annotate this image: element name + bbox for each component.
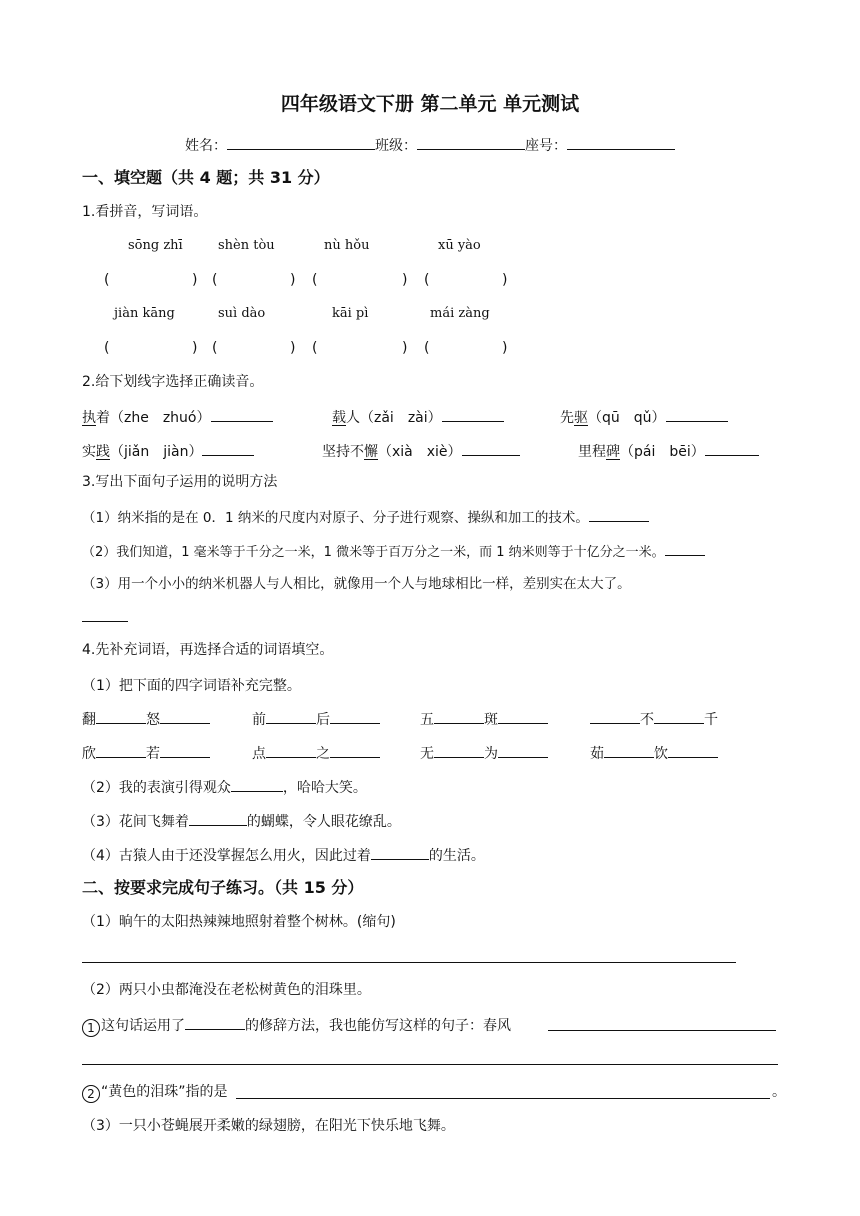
pronunciation-item: 载人（zǎi zài） — [332, 406, 504, 428]
pinyin-7: kāi pì — [332, 306, 369, 321]
answer-paren-close: ) — [502, 272, 508, 288]
q4-sentence-2: （2）我的表演引得观众 ，哈哈大笑。 — [82, 776, 367, 798]
idiom-blank[interactable] — [604, 742, 654, 758]
idiom-blank[interactable] — [96, 708, 146, 724]
pinyin-2: shèn tòu — [218, 238, 275, 253]
student-info-line — [0, 134, 860, 156]
s2-q2-part1: 1 这句话运用了 的修辞方法，我也能仿写这样的句子：春风 — [82, 1014, 511, 1037]
idiom-blank[interactable] — [330, 742, 380, 758]
pronunciation-answer[interactable] — [666, 406, 728, 422]
answer-paren-open: ( — [104, 272, 110, 288]
idiom-blank[interactable] — [654, 708, 704, 724]
pronunciation-item: 实践（jiǎn jiàn） — [82, 440, 254, 462]
fill-blank[interactable] — [185, 1014, 245, 1030]
answer-paren-close: ) — [192, 272, 198, 288]
name-label: 姓名： — [185, 138, 227, 154]
s2-q2-part2: 2 “黄色的泪珠”指的是 — [82, 1082, 228, 1103]
idiom-item: 欣 若 — [82, 742, 210, 764]
idiom-item: 不 千 — [590, 708, 718, 730]
period-mark: 。 — [772, 1084, 786, 1100]
s2-sentence-1: （1）晌午的太阳热辣辣地照射着整个树林。(缩句) — [82, 914, 396, 930]
pinyin-1: sōng zhī — [128, 238, 183, 253]
idiom-blank[interactable] — [266, 708, 316, 724]
q4-sentence-4: （4）古猿人由于还没掌握怎么用火，因此过着 的生活。 — [82, 844, 485, 866]
answer-paren-open: ( — [312, 272, 318, 288]
s2-sentence-2: （2）两只小虫都淹没在老松树黄色的泪珠里。 — [82, 982, 371, 998]
pronunciation-answer[interactable] — [211, 406, 273, 422]
answer-line[interactable] — [548, 1030, 776, 1031]
idiom-item: 翻 怒 — [82, 708, 210, 730]
idiom-blank[interactable] — [96, 742, 146, 758]
idiom-item: 茹 饮 — [590, 742, 718, 764]
q3-stem: 3.写出下面句子运用的说明方法 — [82, 474, 278, 490]
answer-paren-close: ) — [402, 340, 408, 356]
seat-field[interactable] — [567, 134, 675, 150]
fill-blank[interactable] — [189, 810, 247, 826]
idiom-blank[interactable] — [160, 708, 210, 724]
seat-label: 座号： — [525, 138, 567, 154]
answer-paren-close: ) — [402, 272, 408, 288]
q4-sentence-3: （3）花间飞舞着 的蝴蝶，令人眼花缭乱。 — [82, 810, 401, 832]
q3-sentence-2: （2）我们知道，1 毫米等于千分之一米，1 微米等于百万分之一米，而 1 纳米则等于十亿分之一米。 — [82, 540, 705, 563]
idiom-blank[interactable] — [330, 708, 380, 724]
pinyin-6: suì dào — [218, 306, 266, 321]
pronunciation-item: 先驱（qū qǔ） — [560, 406, 728, 428]
pinyin-4: xū yào — [438, 238, 481, 253]
method-answer-3[interactable] — [82, 606, 128, 622]
q3-answer-3-wrap — [82, 606, 128, 628]
answer-paren-open: ( — [212, 272, 218, 288]
answer-paren-close: ) — [502, 340, 508, 356]
answer-paren-close: ) — [290, 340, 296, 356]
fill-blank[interactable] — [231, 776, 283, 792]
pronunciation-item: 执着（zhe zhuó） — [82, 406, 273, 428]
name-field[interactable] — [227, 134, 375, 150]
answer-line[interactable] — [236, 1098, 770, 1099]
idiom-blank[interactable] — [498, 742, 548, 758]
answer-line[interactable] — [82, 1064, 778, 1065]
pinyin-8: mái zàng — [430, 306, 490, 321]
method-answer-2[interactable] — [665, 540, 705, 556]
section-1-heading: 一、填空题（共 4 题；共 31 分） — [82, 168, 330, 187]
pronunciation-item: 里程碑（pái bēi） — [578, 440, 759, 462]
idiom-item: 点 之 — [252, 742, 380, 764]
pronunciation-answer[interactable] — [442, 406, 504, 422]
q2-stem: 2.给下划线字选择正确读音。 — [82, 374, 264, 390]
answer-paren-open: ( — [104, 340, 110, 356]
idiom-blank[interactable] — [498, 708, 548, 724]
page-title: 四年级语文下册 第二单元 单元测试 — [280, 93, 580, 115]
idiom-blank[interactable] — [160, 742, 210, 758]
idiom-blank[interactable] — [434, 708, 484, 724]
circled-number: 1 — [82, 1019, 100, 1037]
answer-paren-open: ( — [312, 340, 318, 356]
q4-stem: 4.先补充词语，再选择合适的词语填空。 — [82, 642, 334, 658]
method-answer-1[interactable] — [589, 506, 649, 522]
idiom-item: 五 斑 — [420, 708, 548, 730]
idiom-blank[interactable] — [590, 708, 640, 724]
pronunciation-answer[interactable] — [462, 440, 520, 456]
pronunciation-answer[interactable] — [705, 440, 759, 456]
pronunciation-item: 坚持不懈（xià xiè） — [322, 440, 520, 462]
answer-paren-close: ) — [290, 272, 296, 288]
answer-paren-open: ( — [212, 340, 218, 356]
q4-sub-1: （1）把下面的四字词语补充完整。 — [82, 678, 301, 694]
fill-blank[interactable] — [371, 844, 429, 860]
answer-paren-open: ( — [424, 272, 430, 288]
class-field[interactable] — [417, 134, 525, 150]
s2-sentence-3: （3）一只小苍蝇展开柔嫩的绿翅膀，在阳光下快乐地飞舞。 — [82, 1118, 455, 1134]
idiom-blank[interactable] — [434, 742, 484, 758]
section-2-heading: 二、按要求完成句子练习。（共 15 分） — [82, 878, 364, 897]
q3-sentence-3: （3）用一个小小的纳米机器人与人相比，就像用一个人与地球相比一样，差别实在太大了。 — [82, 576, 631, 592]
idiom-item: 无 为 — [420, 742, 548, 764]
class-label: 班级： — [375, 138, 417, 154]
answer-paren-open: ( — [424, 340, 430, 356]
idiom-item: 前 后 — [252, 708, 380, 730]
answer-paren-close: ) — [192, 340, 198, 356]
circled-number: 2 — [82, 1085, 100, 1103]
idiom-blank[interactable] — [266, 742, 316, 758]
q1-stem: 1.看拼音，写词语。 — [82, 204, 208, 220]
pronunciation-answer[interactable] — [202, 440, 254, 456]
answer-line[interactable] — [82, 962, 736, 963]
q3-sentence-1: （1）纳米指的是在 0．1 纳米的尺度内对原子、分子进行观察、操纵和加工的技术。 — [82, 506, 649, 528]
pinyin-3: nù hǒu — [324, 238, 370, 253]
idiom-blank[interactable] — [668, 742, 718, 758]
pinyin-5: jiàn kāng — [114, 306, 175, 321]
